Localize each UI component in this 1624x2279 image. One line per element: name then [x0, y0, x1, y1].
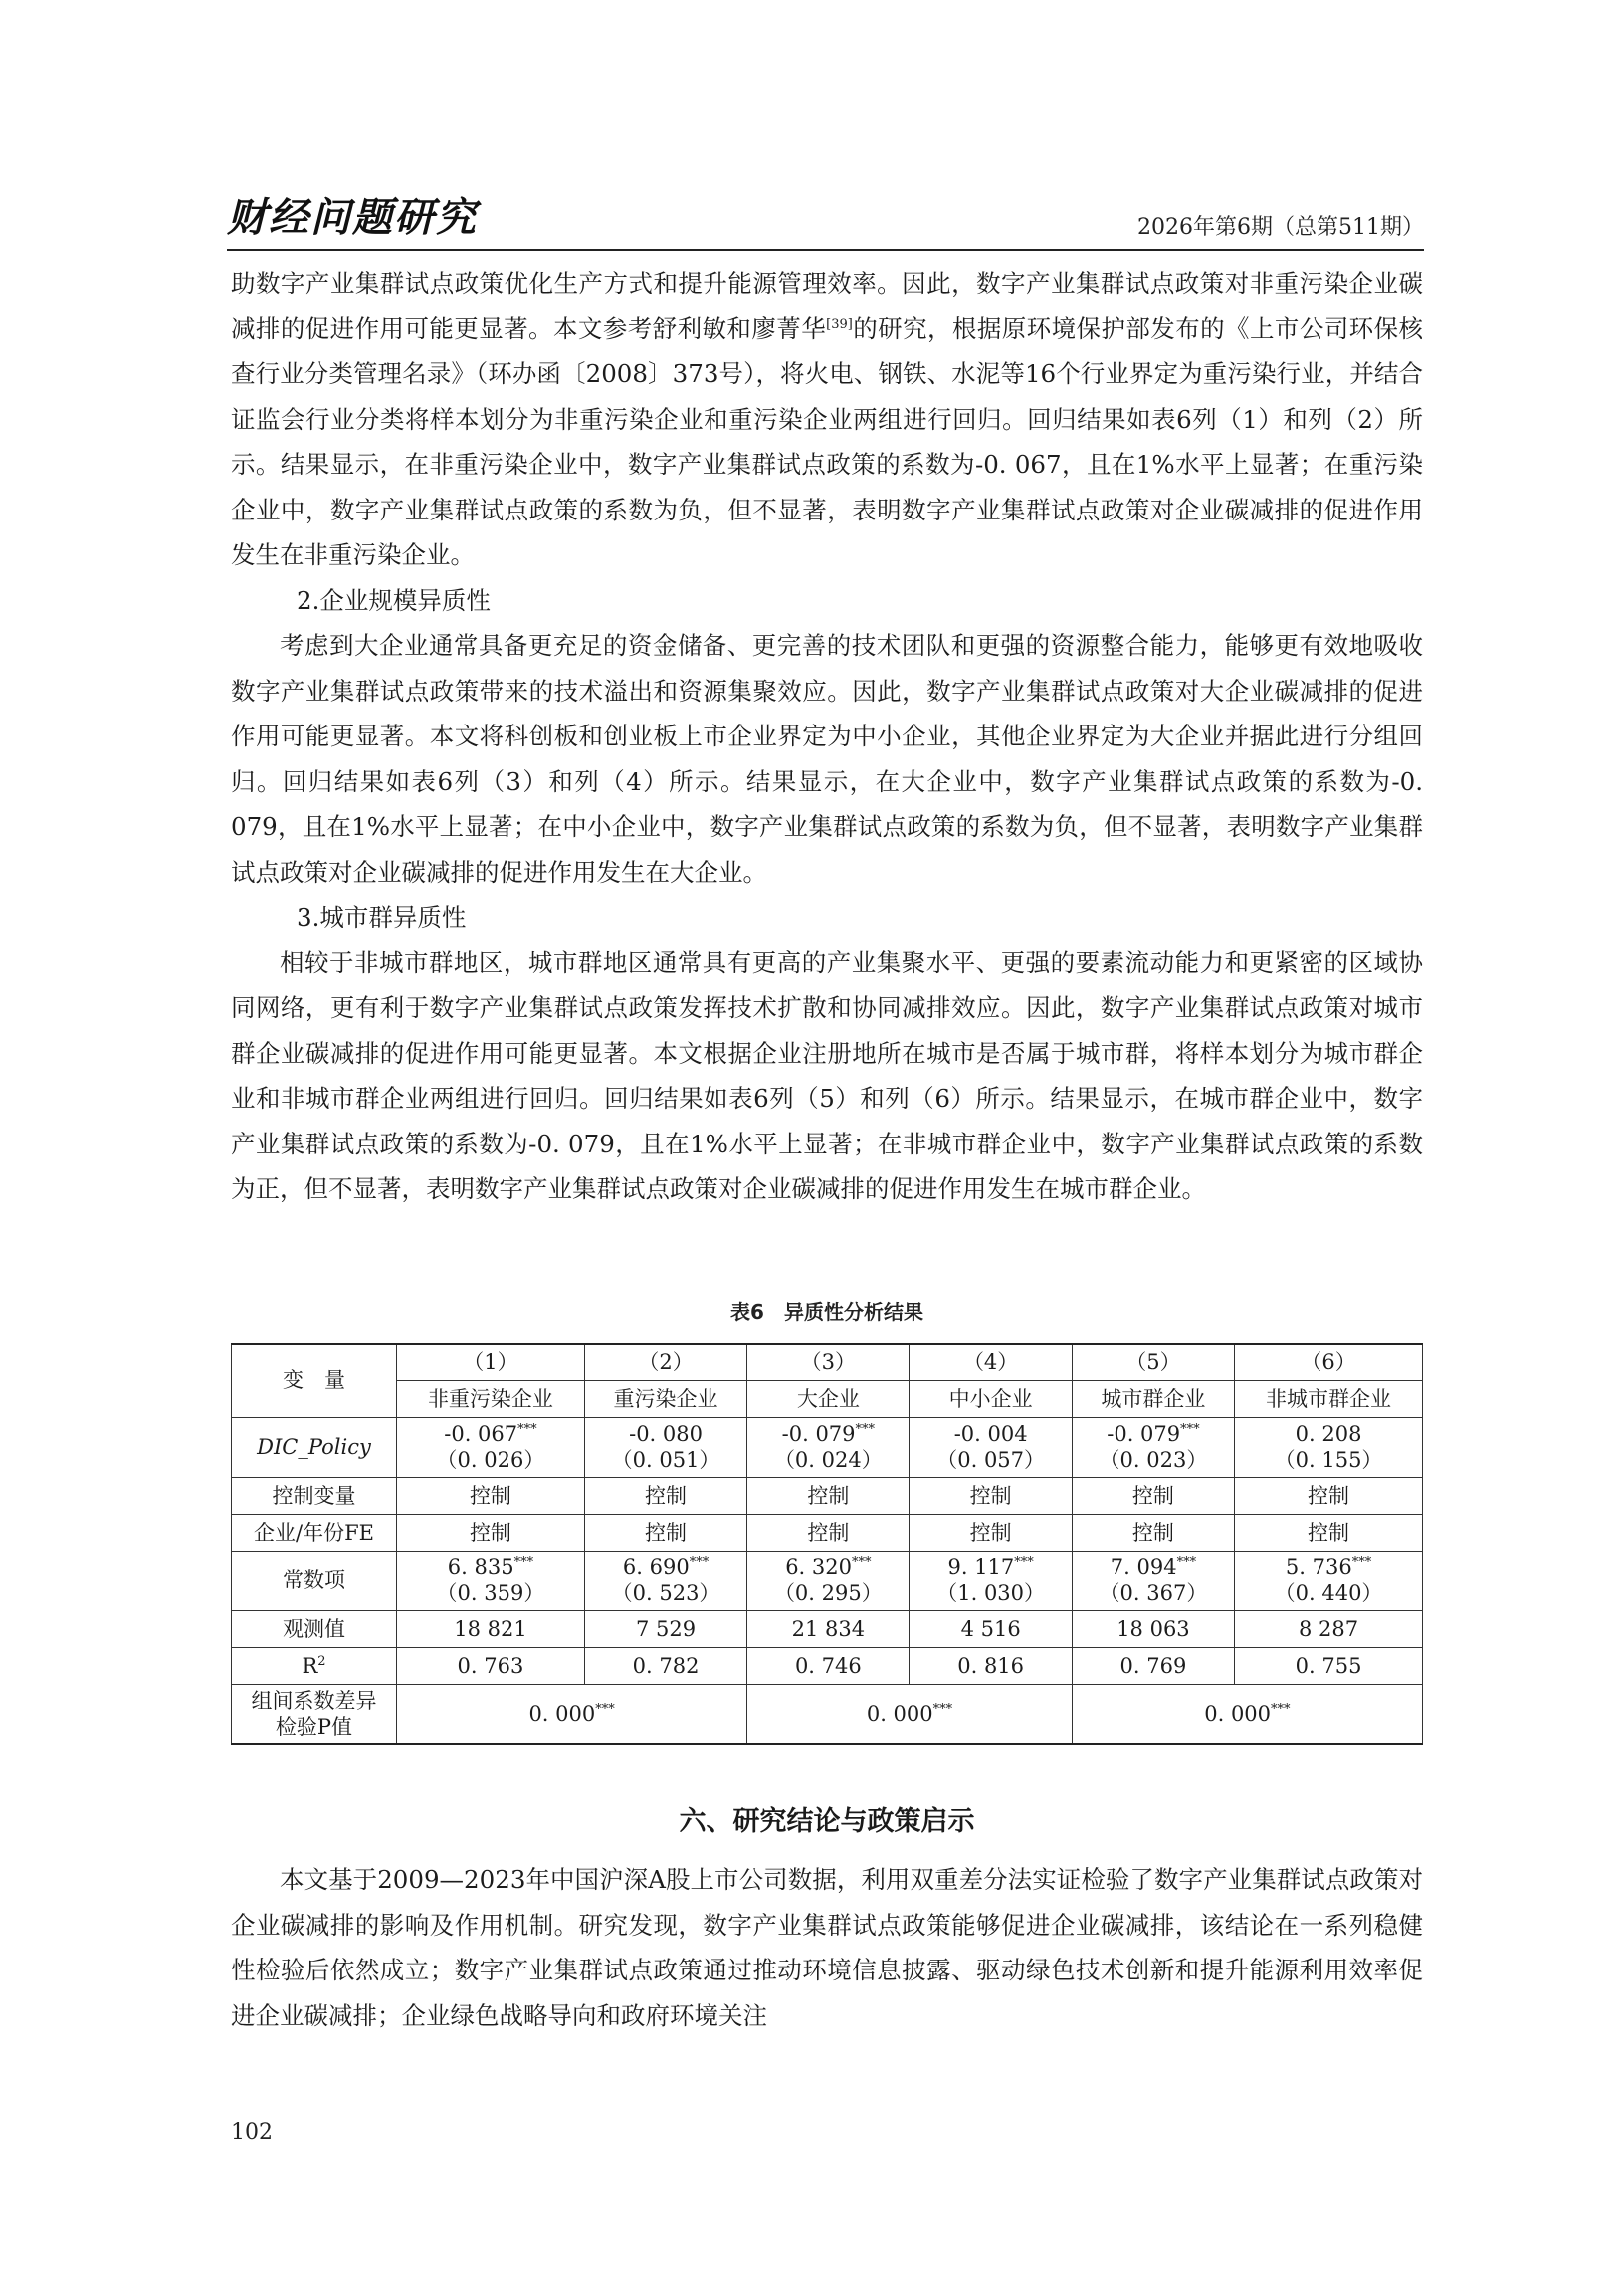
table-cell: 4 516: [910, 1610, 1072, 1647]
col-group: 大企业: [747, 1380, 910, 1417]
col-group: 城市群企业: [1072, 1380, 1234, 1417]
col-num: （4）: [910, 1344, 1072, 1380]
journal-logo: 财经问题研究: [227, 194, 478, 241]
results-table: [231, 1343, 1423, 1745]
table-cell: 0. 763: [397, 1647, 585, 1684]
col-num: （3）: [747, 1344, 910, 1380]
citation-ref: [39]: [826, 316, 853, 332]
table-cell: 9. 117*** （1. 030）: [910, 1551, 1072, 1610]
table-cell: 控制: [397, 1477, 585, 1514]
table-cell: 控制: [747, 1514, 910, 1551]
row-label: 控制变量: [232, 1477, 397, 1514]
table-cell: 21 834: [747, 1610, 910, 1647]
paragraph: 助数字产业集群试点政策优化生产方式和提升能源管理效率。因此，数字产业集群试点政策对非重污染企业碳减排的促进作用可能更显著。本文参考舒利敏和廖菁华[39]的研究，根据原环境保护部发布的《上市公司环保核查行业分类管理名录》（环办函〔2008〕373号），将火电、钢铁、水泥等16个行业界定为重污染行业，并结合证监会行业分类将样本划分为非重污染企业和重污染企业两组进行回归。回归结果如表6列（1）和列（2）所示。结果显示，在非重污染企业中，数字产业集群试点政策的系数为-0. 067，且在1%水平上显著；在重污染企业中，数字产业集群试点政策的系数为负，但不显著，表明数字产业集群试点政策对企业碳减排的促进作用发生在非重污染企业。: [231, 269, 1424, 569]
table-cell: 7 529: [584, 1610, 746, 1647]
row-label: 观测值: [232, 1610, 397, 1647]
table-row: [232, 1684, 1423, 1744]
table-row: [232, 1647, 1423, 1684]
paragraph: 相较于非城市群地区，城市群地区通常具有更高的产业集聚水平、更强的要素流动能力和更紧密的区域协同网络，更有利于数字产业集群试点政策发挥技术扩散和协同减排效应。因此，数字产业集群试点政策对城市群企业碳减排的促进作用可能更显著。本文根据企业注册地所在城市是否属于城市群，将样本划分为城市群企业和非城市群企业两组进行回归。回归结果如表6列（5）和列（6）所示。结果显示，在城市群企业中，数字产业集群试点政策的系数为-0. 079，且在1%水平上显著；在非城市群企业中，数字产业集群试点政策的系数为正，但不显著，表明数字产业集群试点政策对企业碳减排的促进作用发生在城市群企业。: [231, 947, 1423, 1203]
table-cell: 控制: [910, 1477, 1072, 1514]
col-num: （2）: [584, 1344, 746, 1380]
table-cell: 18 821: [397, 1610, 585, 1647]
table-cell: 0. 755: [1235, 1647, 1423, 1684]
table-cell: 6. 320*** （0. 295）: [747, 1551, 910, 1610]
table-cell: 控制: [584, 1514, 746, 1551]
row-label: $R^2$: [232, 1647, 397, 1684]
table-caption: 表6 异质性分析结果: [730, 1300, 923, 1324]
table-row: [232, 1477, 1423, 1514]
table-cell: -0. 080 （0. 051）: [584, 1417, 746, 1477]
table-cell: 控制: [1235, 1514, 1423, 1551]
table-cell: 6. 835*** （0. 359）: [397, 1551, 585, 1610]
row-label: 常数项: [232, 1551, 397, 1610]
table-cell: 7. 094*** （0. 367）: [1072, 1551, 1234, 1610]
table-cell: 8 287: [1235, 1610, 1423, 1647]
subsection-heading: 3.城市群异质性: [297, 903, 467, 932]
body-text-bottom: [231, 1857, 1423, 2038]
table-cell: 0. 000***: [1072, 1684, 1422, 1744]
table-cell: -0. 079*** （0. 024）: [747, 1417, 910, 1477]
col-num: （5）: [1072, 1344, 1234, 1380]
col-num: （1）: [397, 1344, 585, 1380]
paragraph: 本文基于2009—2023年中国沪深A股上市公司数据，利用双重差分法实证检验了数字产业集群试点政策对企业碳减排的影响及作用机制。研究发现，数字产业集群试点政策能够促进企业碳减排，该结论在一系列稳健性检验后依然成立；数字产业集群试点政策通过推动环境信息披露、驱动绿色技术创新和提升能源利用效率促进企业碳减排；企业绿色战略导向和政府环境关注: [231, 1865, 1423, 2030]
table-cell: 0. 208 （0. 155）: [1235, 1417, 1423, 1477]
table-cell: 控制: [910, 1514, 1072, 1551]
running-header: [227, 194, 1424, 251]
col-group: 重污染企业: [584, 1380, 746, 1417]
table-cell: 控制: [747, 1477, 910, 1514]
table-cell: -0. 067*** （0. 026）: [397, 1417, 585, 1477]
page-number: 102: [231, 2120, 273, 2145]
paragraph: 考虑到大企业通常具备更充足的资金储备、更完善的技术团队和更强的资源整合能力，能够更有效地吸收数字产业集群试点政策带来的技术溢出和资源集聚效应。因此，数字产业集群试点政策对大企业碳减排的促进作用可能更显著。本文将科创板和创业板上市企业界定为中小企业，其他企业界定为大企业并据此进行分组回归。回归结果如表6列（3）和列（4）所示。结果显示，在大企业中，数字产业集群试点政策的系数为-0. 079，且在1%水平上显著；在中小企业中，数字产业集群试点政策的系数为负，但不显著，表明数字产业集群试点政策对企业碳减排的促进作用发生在大企业。: [231, 631, 1423, 887]
table-cell: 6. 690*** （0. 523）: [584, 1551, 746, 1610]
row-label: 组间系数差异 检验P值: [232, 1684, 397, 1744]
table-row: [232, 1514, 1423, 1551]
row-label: DIC_Policy: [232, 1417, 397, 1477]
table-cell: 0. 000***: [397, 1684, 747, 1744]
table-cell: 0. 782: [584, 1647, 746, 1684]
table-cell: 0. 816: [910, 1647, 1072, 1684]
issue-info: 2026年第6期（总第511期）: [1137, 215, 1424, 240]
table-row: [232, 1417, 1423, 1477]
table-row: [232, 1551, 1423, 1610]
subsection-heading: 2.企业规模异质性: [297, 585, 491, 615]
row-label: 企业/年份FE: [232, 1514, 397, 1551]
body-text-top: [231, 261, 1423, 1212]
col-num: （6）: [1235, 1344, 1423, 1380]
table-cell: 控制: [1072, 1514, 1234, 1551]
table-cell: 0. 000***: [747, 1684, 1073, 1744]
table-row: [232, 1610, 1423, 1647]
table-cell: 0. 769: [1072, 1647, 1234, 1684]
section-title: 六、研究结论与政策启示: [679, 1806, 975, 1837]
col-group: 非城市群企业: [1235, 1380, 1423, 1417]
table-cell: 控制: [584, 1477, 746, 1514]
stub-header: 变 量: [232, 1344, 397, 1417]
table-cell: -0. 079*** （0. 023）: [1072, 1417, 1234, 1477]
table-cell: 18 063: [1072, 1610, 1234, 1647]
table-cell: 控制: [1235, 1477, 1423, 1514]
col-group: 非重污染企业: [397, 1380, 585, 1417]
table-cell: 5. 736*** （0. 440）: [1235, 1551, 1423, 1610]
table-cell: 控制: [1072, 1477, 1234, 1514]
table-cell: 控制: [397, 1514, 585, 1551]
table-cell: -0. 004 （0. 057）: [910, 1417, 1072, 1477]
col-group: 中小企业: [910, 1380, 1072, 1417]
table-cell: 0. 746: [747, 1647, 910, 1684]
